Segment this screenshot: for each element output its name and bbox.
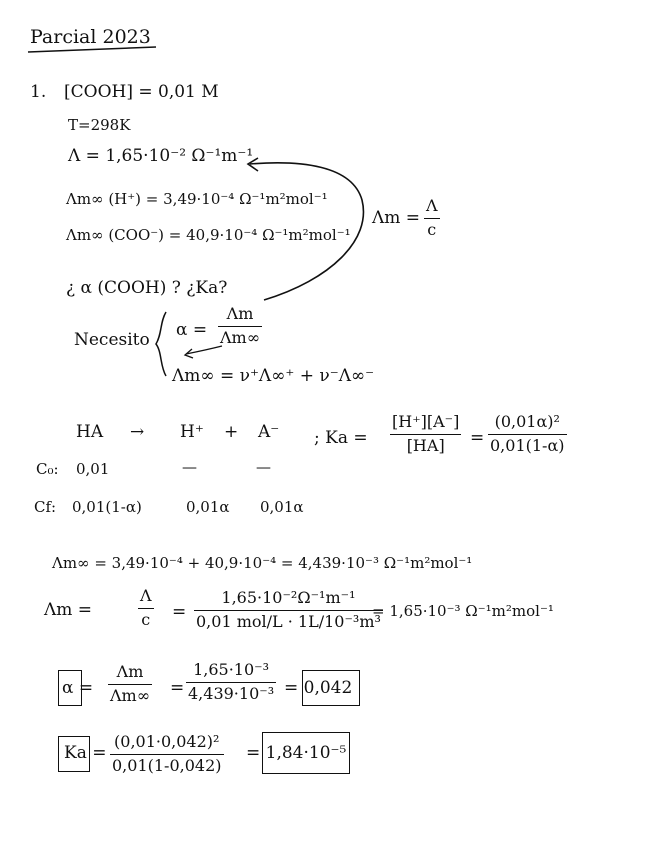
fraction-bar [108, 684, 152, 685]
c0-h: — [182, 458, 197, 476]
calc-lambda-m-den-2: 0,01 mol/L · 1L/10⁻³m³ [196, 611, 381, 631]
fraction-bar [186, 682, 276, 683]
species-a: A⁻ [258, 422, 280, 442]
side-formula-lhs: Λm = [372, 208, 421, 228]
calc-lambda-m-frac-2 [194, 590, 383, 631]
species-h: H⁺ [180, 422, 204, 442]
calc-ka-den: 0,01(1-0,042) [112, 755, 222, 775]
needs-brace [156, 312, 166, 376]
calc-alpha-result: = 0,042 [284, 678, 353, 698]
side-formula-num: Λ [426, 196, 438, 215]
ka-num-1: [H⁺][A⁻] [392, 412, 460, 431]
calc-alpha-num-2: 1,65·10⁻³ [193, 660, 270, 679]
calc-lambda-m-num-1: Λ [140, 586, 152, 605]
c0-label: C₀: [36, 460, 59, 478]
cf-a: 0,01α [260, 498, 304, 516]
needs-kohlrausch: Λm∞ = ν⁺Λ∞⁺ + ν⁻Λ∞⁻ [172, 366, 375, 386]
calc-lambda-m-lhs: Λm = [44, 600, 93, 620]
needs-alpha-lhs: α = [176, 320, 208, 340]
given-conductivity: Λ = 1,65·10⁻² Ω⁻¹m⁻¹ [68, 146, 254, 166]
needs-alpha-num: Λm [226, 304, 254, 323]
ka-num-2: (0,01α)² [494, 412, 560, 431]
given-lambda-coo: Λm∞ (COO⁻) = 40,9·10⁻⁴ Ω⁻¹m²mol⁻¹ [66, 226, 351, 244]
reaction-arrow: → [130, 422, 145, 442]
calc-alpha-eq: = [170, 678, 185, 698]
calc-lambda-m-eq: = [172, 602, 187, 622]
calc-alpha-lhs: α = [62, 678, 94, 698]
species-ha: HA [76, 422, 104, 442]
calc-ka-num: (0,01·0,042)² [114, 732, 220, 751]
calc-alpha-num-1: Λm [116, 662, 144, 681]
question-line: ¿ α (COOH) ? ¿Ka? [66, 278, 228, 298]
needs-hook-arrow [186, 346, 222, 354]
calc-ka-lhs: Ka = [64, 743, 107, 763]
needs-alpha-fraction [218, 306, 262, 347]
ka-fraction-1 [390, 414, 461, 455]
needs-label: Necesito [74, 330, 150, 350]
needs-alpha-den: Λm∞ [220, 327, 261, 347]
given-temperature: T=298K [68, 116, 131, 134]
cf-ha: 0,01(1-α) [72, 498, 142, 516]
fraction-bar [390, 434, 461, 435]
calc-ka-result: = 1,84·10⁻⁵ [246, 743, 347, 763]
ka-den-2: 0,01(1-α) [490, 435, 565, 455]
needs-hook-arrow-head [185, 349, 193, 358]
fraction-bar [110, 754, 224, 755]
fraction-bar [488, 434, 567, 435]
given-concentration: [COOH] = 0,01 M [64, 82, 219, 102]
c0-ha: 0,01 [76, 460, 110, 478]
calc-lambda-m-num-2: 1,65·10⁻²Ω⁻¹m⁻¹ [221, 588, 356, 607]
calc-lambda-inf: Λm∞ = 3,49·10⁻⁴ + 40,9·10⁻⁴ = 4,439·10⁻³ Ω⁻¹m²mol⁻¹ [52, 554, 473, 572]
ka-fraction-2 [488, 414, 567, 455]
ka-equals: = [470, 428, 485, 448]
calc-lambda-m-result: = 1,65·10⁻³ Ω⁻¹m²mol⁻¹ [372, 602, 554, 620]
fraction-bar [138, 608, 154, 609]
calc-lambda-m-frac-1 [138, 588, 154, 629]
page-title: Parcial 2023 [30, 26, 151, 48]
fraction-bar [218, 326, 262, 327]
fraction-bar [194, 610, 383, 611]
calc-alpha-frac-1 [108, 664, 152, 705]
calc-alpha-frac-2 [186, 662, 276, 703]
problem-number: 1. [30, 82, 47, 102]
fraction-bar [424, 218, 440, 219]
calc-alpha-den-1: Λm∞ [110, 685, 151, 705]
calc-alpha-den-2: 4,439·10⁻³ [188, 683, 275, 703]
species-plus: + [224, 422, 239, 442]
calc-lambda-m-den-1: c [141, 609, 151, 629]
ka-den-1: [HA] [406, 435, 445, 455]
ka-lhs: ; Ka = [314, 428, 368, 448]
cf-h: 0,01α [186, 498, 230, 516]
side-formula-den: c [427, 219, 437, 239]
c0-a: — [256, 458, 271, 476]
calc-ka-frac [110, 734, 224, 775]
cf-label: Cf: [34, 498, 57, 516]
given-lambda-h: Λm∞ (H⁺) = 3,49·10⁻⁴ Ω⁻¹m²mol⁻¹ [66, 190, 328, 208]
side-formula-fraction [424, 198, 440, 239]
